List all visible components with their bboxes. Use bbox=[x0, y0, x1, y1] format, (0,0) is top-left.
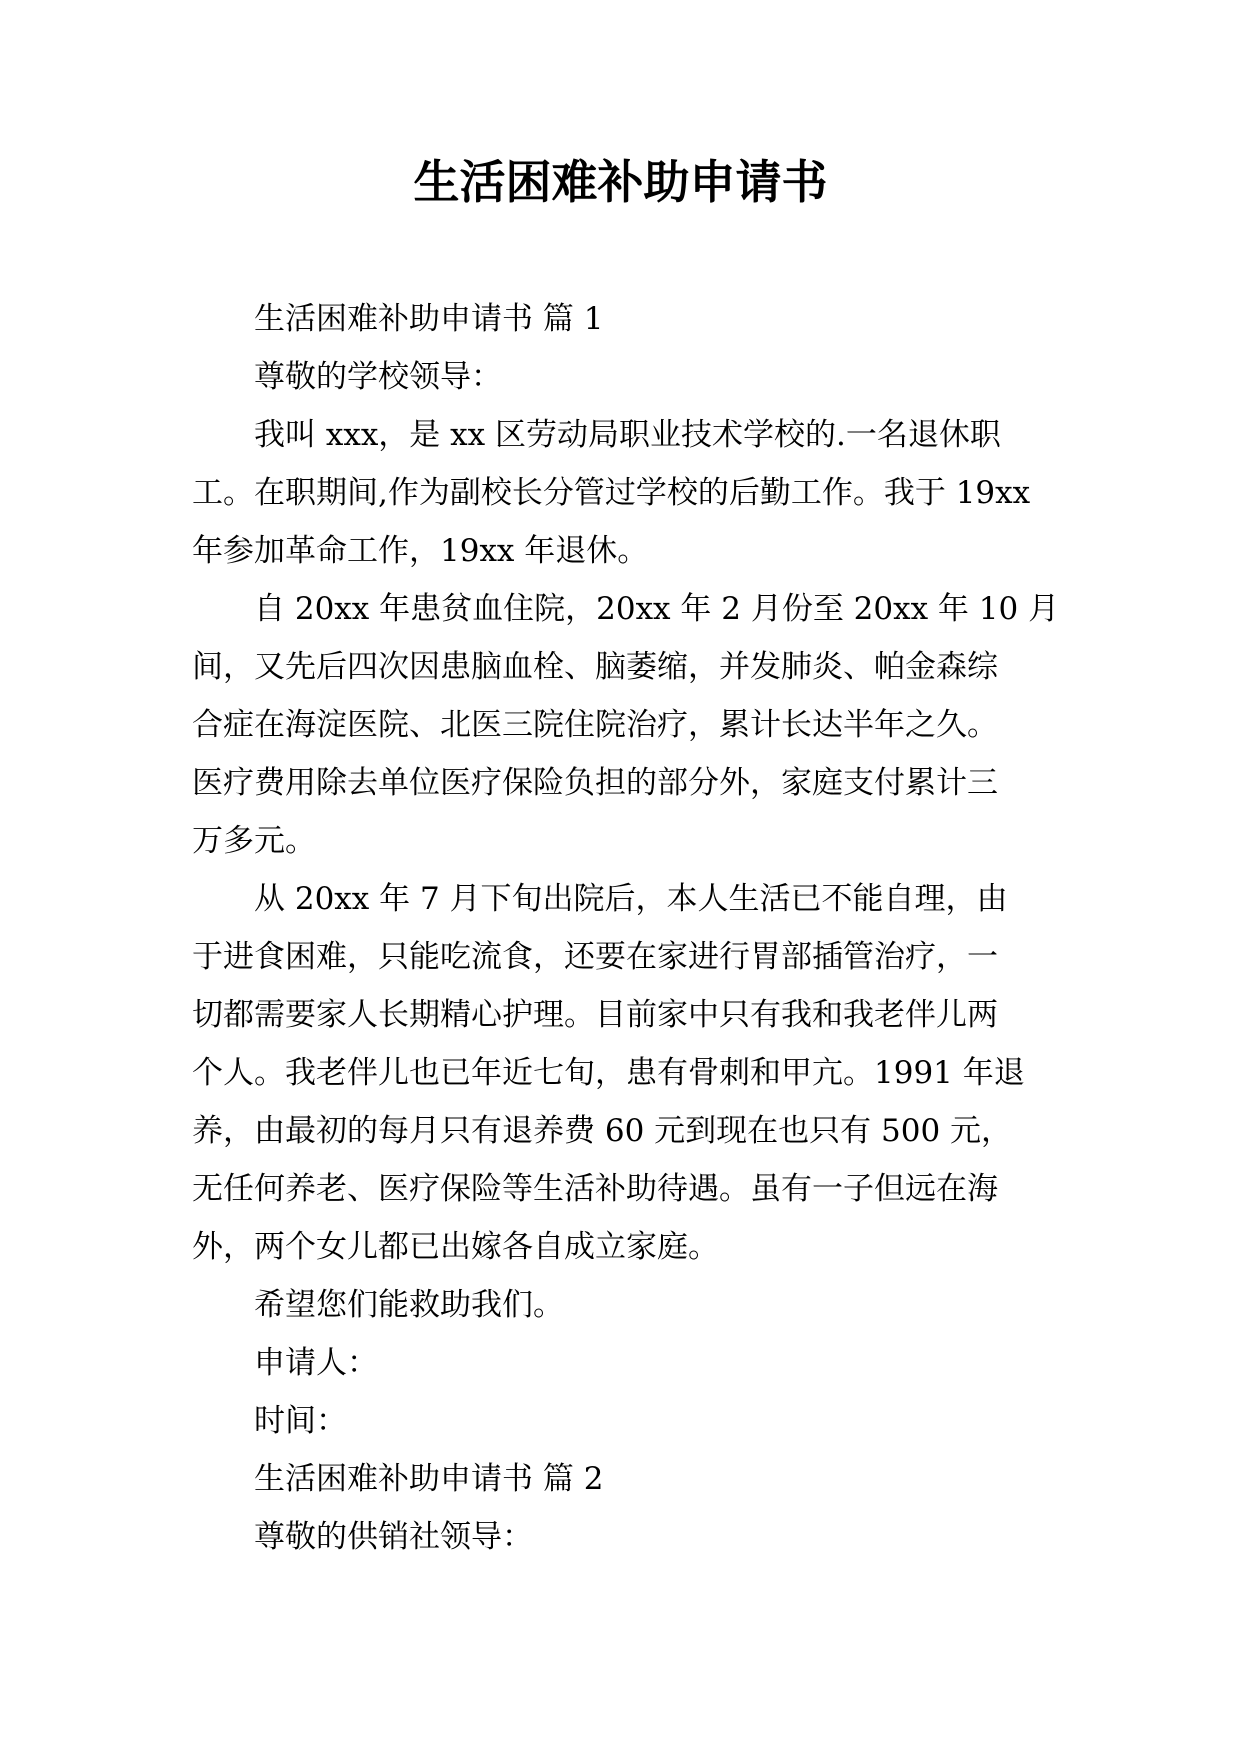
text-line: 时间： bbox=[254, 1403, 347, 1439]
text-line: 年参加革命工作，19xx 年退休。 bbox=[192, 533, 649, 569]
text-line: 无任何养老、医疗保险等生活补助待遇。虽有一子但远在海 bbox=[192, 1171, 998, 1207]
text-line: 从 20xx 年 7 月下旬出院后，本人生活已不能自理，由 bbox=[254, 881, 1008, 917]
text-line: 尊敬的供销社领导： bbox=[254, 1519, 533, 1555]
text-line: 于进食困难，只能吃流食，还要在家进行胃部插管治疗，一 bbox=[192, 939, 998, 975]
text-line: 生活困难补助申请书 篇 2 bbox=[254, 1461, 604, 1497]
text-line: 养，由最初的每月只有退养费 60 元到现在也只有 500 元， bbox=[192, 1113, 1013, 1149]
text-line: 间，又先后四次因患脑血栓、脑萎缩，并发肺炎、帕金森综 bbox=[192, 649, 998, 685]
text-line: 尊敬的学校领导： bbox=[254, 359, 502, 395]
text-line: 自 20xx 年患贫血住院，20xx 年 2 月份至 20xx 年 10 月 bbox=[254, 591, 1060, 627]
text-line: 合症在海淀医院、北医三院住院治疗，累计长达半年之久。 bbox=[192, 707, 998, 743]
text-line: 医疗费用除去单位医疗保险负担的部分外，家庭支付累计三 bbox=[192, 765, 998, 801]
text-line: 万多元。 bbox=[192, 823, 316, 859]
text-line: 希望您们能救助我们。 bbox=[254, 1287, 564, 1323]
text-line: 个人。我老伴儿也已年近七旬，患有骨刺和甲亢。1991 年退 bbox=[192, 1055, 1025, 1091]
text-line: 生活困难补助申请书 篇 1 bbox=[254, 301, 604, 337]
text-line: 外，两个女儿都已出嫁各自成立家庭。 bbox=[192, 1229, 719, 1265]
document-title: 生活困难补助申请书 bbox=[413, 155, 828, 209]
text-line: 切都需要家人长期精心护理。目前家中只有我和我老伴儿两 bbox=[192, 997, 998, 1033]
document-body bbox=[192, 290, 1072, 1566]
text-line: 工。在职期间,作为副校长分管过学校的后勤工作。我于 19xx bbox=[192, 475, 1031, 511]
text-line: 我叫 xxx，是 xx 区劳动局职业技术学校的.一名退休职 bbox=[254, 417, 1001, 453]
text-line: 申请人： bbox=[254, 1345, 378, 1381]
